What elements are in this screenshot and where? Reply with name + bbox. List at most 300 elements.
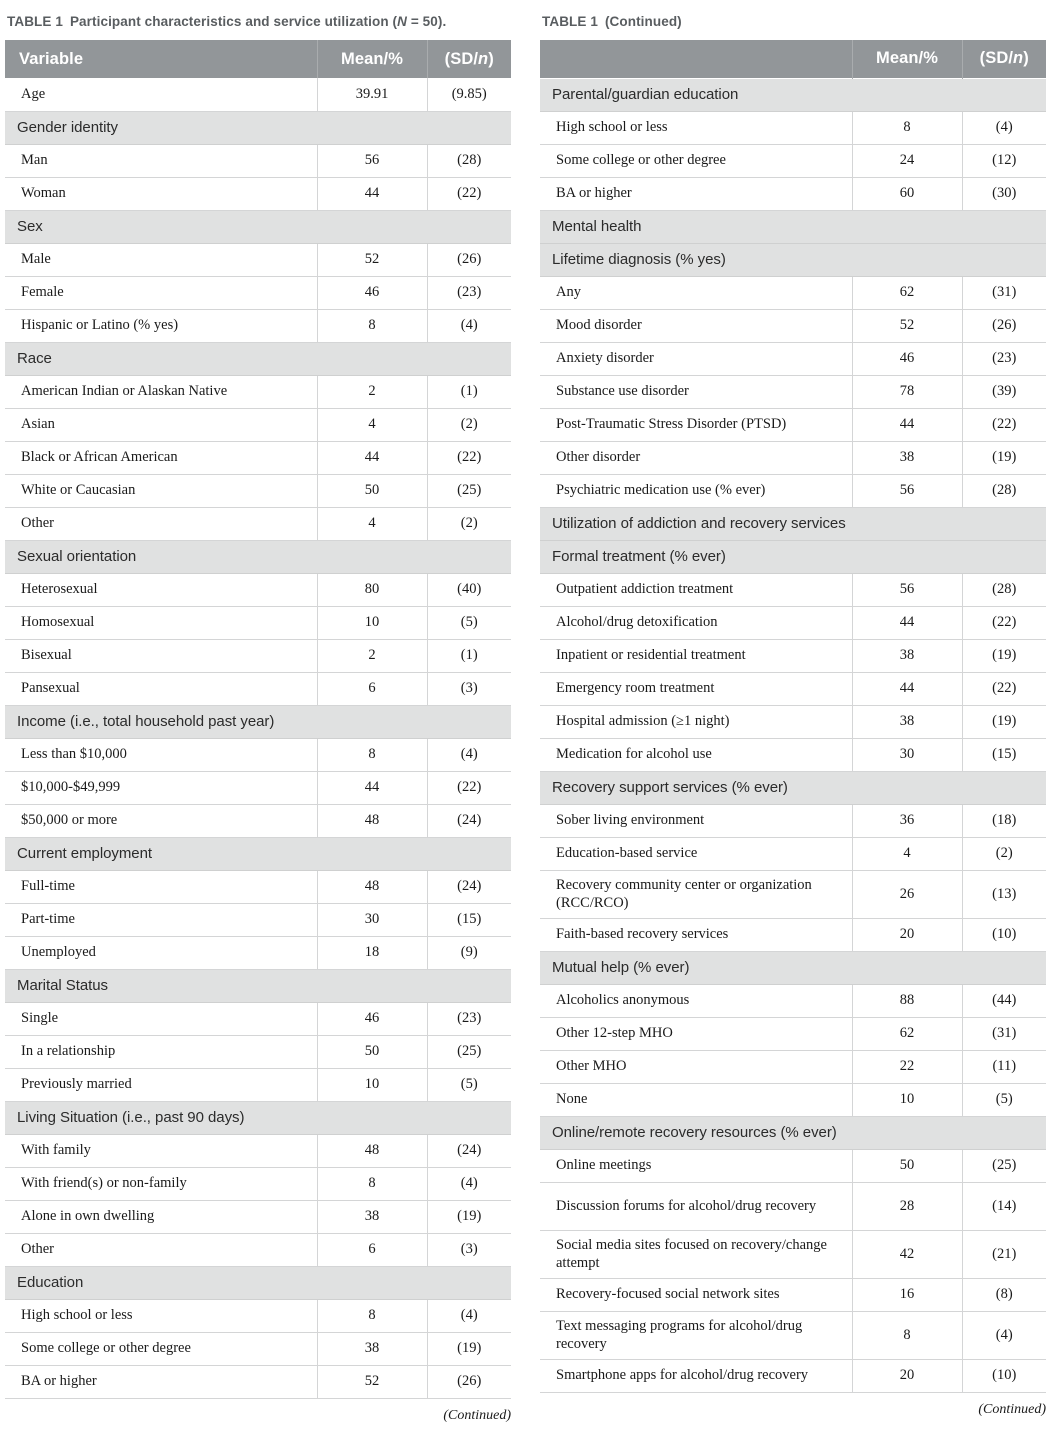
- row-variable-label: Psychiatric medication use (% ever): [540, 474, 852, 507]
- row-variable-label: Previously married: [5, 1068, 317, 1101]
- row-sd-value: (26): [427, 243, 511, 276]
- row-sd-value: (8): [962, 1278, 1046, 1311]
- table-row: [540, 1182, 1046, 1230]
- participant-characteristics-table: [5, 40, 511, 1399]
- table-section-header-row: [540, 1116, 1046, 1149]
- table-row: [540, 474, 1046, 507]
- row-sd-value: (15): [962, 738, 1046, 771]
- row-sd-value: (19): [962, 441, 1046, 474]
- left-table-column: [5, 0, 517, 1424]
- row-mean-value: 62: [852, 1017, 962, 1050]
- row-sd-value: (31): [962, 276, 1046, 309]
- row-variable-label: Unemployed: [5, 936, 317, 969]
- section-header-label: Sexual orientation: [5, 540, 511, 573]
- row-variable-label: Education-based service: [540, 837, 852, 870]
- row-mean-value: 30: [317, 903, 427, 936]
- table-row: [540, 441, 1046, 474]
- row-variable-label: Pansexual: [5, 672, 317, 705]
- table-row: [540, 1149, 1046, 1182]
- row-variable-label: Some college or other degree: [5, 1332, 317, 1365]
- row-variable-label: Discussion forums for alcohol/drug recovery: [540, 1182, 852, 1230]
- row-variable-label: Faith-based recovery services: [540, 918, 852, 951]
- row-variable-label: Substance use disorder: [540, 375, 852, 408]
- row-sd-value: (44): [962, 984, 1046, 1017]
- table-row: [5, 375, 511, 408]
- row-mean-value: 48: [317, 1134, 427, 1167]
- row-variable-label: Single: [5, 1002, 317, 1035]
- table-row: [5, 1299, 511, 1332]
- table-row: [5, 903, 511, 936]
- row-variable-label: $50,000 or more: [5, 804, 317, 837]
- table-row: [5, 1233, 511, 1266]
- row-sd-value: (23): [962, 342, 1046, 375]
- table-row: [540, 918, 1046, 951]
- row-mean-value: 8: [317, 309, 427, 342]
- row-sd-value: (2): [427, 507, 511, 540]
- column-header-mean: Mean/%: [852, 40, 962, 78]
- row-mean-value: 16: [852, 1278, 962, 1311]
- left-table-head: [5, 40, 511, 78]
- row-mean-value: 8: [852, 111, 962, 144]
- table-row: [540, 672, 1046, 705]
- row-sd-value: (24): [427, 870, 511, 903]
- participant-characteristics-table-continued: [540, 40, 1046, 1393]
- table-section-header-row: [540, 951, 1046, 984]
- table-row: [5, 606, 511, 639]
- row-sd-value: (22): [427, 177, 511, 210]
- table-row: [540, 111, 1046, 144]
- row-mean-value: 36: [852, 804, 962, 837]
- row-mean-value: 38: [852, 639, 962, 672]
- row-mean-value: 30: [852, 738, 962, 771]
- table-row: [5, 1167, 511, 1200]
- row-variable-label: Bisexual: [5, 639, 317, 672]
- table-row: [5, 936, 511, 969]
- row-variable-label: Other: [5, 507, 317, 540]
- row-mean-value: 8: [317, 1167, 427, 1200]
- table-row: [5, 474, 511, 507]
- row-variable-label: Male: [5, 243, 317, 276]
- row-sd-value: (25): [427, 1035, 511, 1068]
- row-mean-value: 78: [852, 375, 962, 408]
- row-sd-value: (22): [962, 672, 1046, 705]
- row-mean-value: 22: [852, 1050, 962, 1083]
- table-section-header-row: [5, 969, 511, 1002]
- section-header-label: Mutual help (% ever): [540, 951, 1046, 984]
- table-section-header-row: [540, 771, 1046, 804]
- table-section-header-row: [5, 111, 511, 144]
- column-header-sd: (SD/n): [427, 40, 511, 78]
- section-header-label: Formal treatment (% ever): [540, 540, 1046, 573]
- row-sd-value: (4): [427, 1167, 511, 1200]
- row-mean-value: 62: [852, 276, 962, 309]
- table-row: [5, 1068, 511, 1101]
- row-sd-value: (39): [962, 375, 1046, 408]
- row-sd-value: (22): [962, 606, 1046, 639]
- row-mean-value: 6: [317, 672, 427, 705]
- row-mean-value: 48: [317, 870, 427, 903]
- row-variable-label: Less than $10,000: [5, 738, 317, 771]
- table-row: [5, 1365, 511, 1398]
- row-variable-label: Heterosexual: [5, 573, 317, 606]
- table-row: [5, 573, 511, 606]
- row-sd-value: (2): [962, 837, 1046, 870]
- row-variable-label: Social media sites focused on recovery/change attempt: [540, 1230, 852, 1278]
- row-sd-value: (11): [962, 1050, 1046, 1083]
- row-mean-value: 4: [852, 837, 962, 870]
- row-variable-label: Woman: [5, 177, 317, 210]
- table-row: [5, 441, 511, 474]
- row-variable-label: Outpatient addiction treatment: [540, 573, 852, 606]
- row-mean-value: 10: [852, 1083, 962, 1116]
- row-mean-value: 2: [317, 639, 427, 672]
- row-variable-label: Online meetings: [540, 1149, 852, 1182]
- table-row: [5, 243, 511, 276]
- row-variable-label: Other MHO: [540, 1050, 852, 1083]
- row-variable-label: Black or African American: [5, 441, 317, 474]
- column-header-variable: Variable: [5, 40, 317, 78]
- table-row: [5, 1200, 511, 1233]
- table-row: [5, 78, 511, 111]
- row-mean-value: 20: [852, 918, 962, 951]
- row-variable-label: American Indian or Alaskan Native: [5, 375, 317, 408]
- row-mean-value: 4: [317, 507, 427, 540]
- row-sd-value: (1): [427, 375, 511, 408]
- row-sd-value: (19): [962, 639, 1046, 672]
- table-section-header-row: [5, 1101, 511, 1134]
- row-mean-value: 8: [317, 738, 427, 771]
- table-row: [5, 672, 511, 705]
- row-sd-value: (5): [427, 1068, 511, 1101]
- row-variable-label: Sober living environment: [540, 804, 852, 837]
- row-variable-label: Female: [5, 276, 317, 309]
- row-mean-value: 52: [317, 1365, 427, 1398]
- table-section-header-row: [5, 837, 511, 870]
- row-variable-label: Homosexual: [5, 606, 317, 639]
- table-row: [540, 1230, 1046, 1278]
- row-sd-value: (4): [427, 738, 511, 771]
- row-sd-value: (28): [962, 573, 1046, 606]
- row-sd-value: (23): [427, 276, 511, 309]
- row-mean-value: 44: [317, 771, 427, 804]
- section-header-label: Recovery support services (% ever): [540, 771, 1046, 804]
- row-sd-value: (24): [427, 804, 511, 837]
- row-variable-label: In a relationship: [5, 1035, 317, 1068]
- row-mean-value: 8: [852, 1311, 962, 1359]
- table-row: [5, 1035, 511, 1068]
- row-mean-value: 44: [852, 606, 962, 639]
- row-mean-value: 6: [317, 1233, 427, 1266]
- table-row: [5, 177, 511, 210]
- row-mean-value: 39.91: [317, 78, 427, 111]
- row-mean-value: 44: [852, 408, 962, 441]
- row-sd-value: (24): [427, 1134, 511, 1167]
- section-header-label: Race: [5, 342, 511, 375]
- column-header-mean: Mean/%: [317, 40, 427, 78]
- table-row: [540, 573, 1046, 606]
- row-variable-label: High school or less: [5, 1299, 317, 1332]
- row-variable-label: Recovery-focused social network sites: [540, 1278, 852, 1311]
- row-sd-value: (10): [962, 918, 1046, 951]
- table-section-header-row: [540, 243, 1046, 276]
- column-header-variable-blank: [540, 40, 852, 78]
- table-row: [5, 1002, 511, 1035]
- row-sd-value: (3): [427, 672, 511, 705]
- row-sd-value: (9): [427, 936, 511, 969]
- row-variable-label: $10,000-$49,999: [5, 771, 317, 804]
- section-header-label: Utilization of addiction and recovery services: [540, 507, 1046, 540]
- row-sd-value: (14): [962, 1182, 1046, 1230]
- row-mean-value: 50: [852, 1149, 962, 1182]
- row-variable-label: Alcohol/drug detoxification: [540, 606, 852, 639]
- table-row: [540, 144, 1046, 177]
- table-row: [5, 738, 511, 771]
- row-variable-label: Other: [5, 1233, 317, 1266]
- table-row: [540, 1050, 1046, 1083]
- right-table-column: [540, 0, 1052, 1418]
- table-row: [540, 1083, 1046, 1116]
- left-table-continued-note: (Continued): [443, 1407, 511, 1423]
- row-variable-label: High school or less: [540, 111, 852, 144]
- table-row: [540, 1017, 1046, 1050]
- column-header-sd: (SD/n): [962, 40, 1046, 78]
- row-sd-value: (12): [962, 144, 1046, 177]
- row-variable-label: Full-time: [5, 870, 317, 903]
- row-sd-value: (4): [427, 1299, 511, 1332]
- row-sd-value: (4): [962, 1311, 1046, 1359]
- left-table-caption-text: Participant characteristics and service utilization (N = 50).: [69, 14, 447, 29]
- row-mean-value: 56: [317, 144, 427, 177]
- row-mean-value: 42: [852, 1230, 962, 1278]
- row-mean-value: 10: [317, 1068, 427, 1101]
- row-variable-label: Emergency room treatment: [540, 672, 852, 705]
- table-row: [540, 870, 1046, 918]
- table-section-header-row: [540, 507, 1046, 540]
- table-section-header-row: [5, 540, 511, 573]
- row-sd-value: (9.85): [427, 78, 511, 111]
- section-header-label: Living Situation (i.e., past 90 days): [5, 1101, 511, 1134]
- caption-italic-n: N: [397, 14, 407, 29]
- row-mean-value: 38: [852, 441, 962, 474]
- section-header-label: Sex: [5, 210, 511, 243]
- row-mean-value: 10: [317, 606, 427, 639]
- table-row: [540, 1359, 1046, 1392]
- table-row: [540, 984, 1046, 1017]
- table-row: [540, 837, 1046, 870]
- row-mean-value: 44: [317, 441, 427, 474]
- row-variable-label: Hispanic or Latino (% yes): [5, 309, 317, 342]
- table-row: [5, 1134, 511, 1167]
- row-mean-value: 60: [852, 177, 962, 210]
- table-section-header-row: [5, 210, 511, 243]
- table-row: [5, 1332, 511, 1365]
- table-row: [540, 408, 1046, 441]
- table-section-header-row: [540, 78, 1046, 111]
- table-row: [5, 507, 511, 540]
- row-sd-value: (19): [427, 1332, 511, 1365]
- row-mean-value: 56: [852, 474, 962, 507]
- row-mean-value: 26: [852, 870, 962, 918]
- row-sd-value: (5): [427, 606, 511, 639]
- table-row: [5, 276, 511, 309]
- table-row: [540, 705, 1046, 738]
- table-row: [540, 276, 1046, 309]
- table-row: [5, 771, 511, 804]
- table-section-header-row: [540, 210, 1046, 243]
- row-variable-label: None: [540, 1083, 852, 1116]
- row-variable-label: Text messaging programs for alcohol/drug recovery: [540, 1311, 852, 1359]
- row-mean-value: 38: [317, 1332, 427, 1365]
- table-row: [540, 1278, 1046, 1311]
- left-header-row: [5, 40, 511, 78]
- row-variable-label: Anxiety disorder: [540, 342, 852, 375]
- row-sd-value: (19): [427, 1200, 511, 1233]
- table-section-header-row: [5, 342, 511, 375]
- row-mean-value: 4: [317, 408, 427, 441]
- right-table-caption-text: (Continued): [604, 14, 682, 29]
- row-sd-value: (31): [962, 1017, 1046, 1050]
- row-mean-value: 2: [317, 375, 427, 408]
- right-table-continued-note: (Continued): [978, 1401, 1046, 1417]
- row-variable-label: BA or higher: [5, 1365, 317, 1398]
- table-row: [5, 144, 511, 177]
- row-variable-label: Man: [5, 144, 317, 177]
- row-sd-value: (19): [962, 705, 1046, 738]
- row-mean-value: 50: [317, 1035, 427, 1068]
- section-header-label: Parental/guardian education: [540, 78, 1046, 111]
- table-row: [540, 804, 1046, 837]
- row-mean-value: 44: [852, 672, 962, 705]
- table-section-header-row: [5, 1266, 511, 1299]
- row-mean-value: 38: [317, 1200, 427, 1233]
- row-mean-value: 48: [317, 804, 427, 837]
- row-variable-label: With friend(s) or non-family: [5, 1167, 317, 1200]
- row-sd-value: (25): [427, 474, 511, 507]
- section-header-label: Lifetime diagnosis (% yes): [540, 243, 1046, 276]
- right-header-row: [540, 40, 1046, 78]
- row-variable-label: Post-Traumatic Stress Disorder (PTSD): [540, 408, 852, 441]
- row-sd-value: (26): [962, 309, 1046, 342]
- row-mean-value: 38: [852, 705, 962, 738]
- row-variable-label: Medication for alcohol use: [540, 738, 852, 771]
- row-sd-value: (21): [962, 1230, 1046, 1278]
- row-variable-label: Alcoholics anonymous: [540, 984, 852, 1017]
- section-header-label: Current employment: [5, 837, 511, 870]
- row-sd-value: (4): [427, 309, 511, 342]
- row-sd-value: (4): [962, 111, 1046, 144]
- sd-header-italic-n: n: [1013, 49, 1024, 68]
- table-row: [540, 639, 1046, 672]
- table-section-header-row: [5, 705, 511, 738]
- row-mean-value: 18: [317, 936, 427, 969]
- left-table-body: [5, 78, 511, 1398]
- table-section-header-row: [540, 540, 1046, 573]
- left-table-caption-label: TABLE 1: [7, 14, 63, 29]
- row-sd-value: (10): [962, 1359, 1046, 1392]
- row-mean-value: 24: [852, 144, 962, 177]
- table-row: [540, 309, 1046, 342]
- right-table-caption-label: TABLE 1: [542, 14, 598, 29]
- row-mean-value: 28: [852, 1182, 962, 1230]
- row-variable-label: Recovery community center or organization (RCC/RCO): [540, 870, 852, 918]
- row-sd-value: (23): [427, 1002, 511, 1035]
- row-mean-value: 88: [852, 984, 962, 1017]
- row-variable-label: BA or higher: [540, 177, 852, 210]
- section-header-label: Mental health: [540, 210, 1046, 243]
- row-variable-label: Inpatient or residential treatment: [540, 639, 852, 672]
- left-table-caption: [5, 0, 517, 40]
- table-row: [540, 342, 1046, 375]
- row-variable-label: Any: [540, 276, 852, 309]
- row-sd-value: (22): [427, 771, 511, 804]
- right-table-head: [540, 40, 1046, 78]
- row-sd-value: (40): [427, 573, 511, 606]
- row-mean-value: 52: [852, 309, 962, 342]
- row-sd-value: (28): [427, 144, 511, 177]
- row-variable-label: Hospital admission (≥1 night): [540, 705, 852, 738]
- row-sd-value: (22): [962, 408, 1046, 441]
- row-variable-label: Some college or other degree: [540, 144, 852, 177]
- row-mean-value: 44: [317, 177, 427, 210]
- row-variable-label: Age: [5, 78, 317, 111]
- row-variable-label: Other 12-step MHO: [540, 1017, 852, 1050]
- row-sd-value: (2): [427, 408, 511, 441]
- section-header-label: Income (i.e., total household past year): [5, 705, 511, 738]
- section-header-label: Online/remote recovery resources (% ever): [540, 1116, 1046, 1149]
- row-sd-value: (13): [962, 870, 1046, 918]
- table-row: [540, 177, 1046, 210]
- row-variable-label: Other disorder: [540, 441, 852, 474]
- row-variable-label: Mood disorder: [540, 309, 852, 342]
- row-variable-label: Asian: [5, 408, 317, 441]
- row-sd-value: (15): [427, 903, 511, 936]
- row-mean-value: 20: [852, 1359, 962, 1392]
- section-header-label: Marital Status: [5, 969, 511, 1002]
- row-sd-value: (1): [427, 639, 511, 672]
- row-sd-value: (28): [962, 474, 1046, 507]
- row-variable-label: White or Caucasian: [5, 474, 317, 507]
- table-row: [5, 804, 511, 837]
- row-sd-value: (22): [427, 441, 511, 474]
- row-variable-label: Smartphone apps for alcohol/drug recovery: [540, 1359, 852, 1392]
- table-row: [540, 606, 1046, 639]
- row-sd-value: (5): [962, 1083, 1046, 1116]
- table-row: [540, 738, 1046, 771]
- row-mean-value: 80: [317, 573, 427, 606]
- row-mean-value: 46: [852, 342, 962, 375]
- row-sd-value: (3): [427, 1233, 511, 1266]
- row-mean-value: 52: [317, 243, 427, 276]
- row-mean-value: 46: [317, 1002, 427, 1035]
- section-header-label: Education: [5, 1266, 511, 1299]
- section-header-label: Gender identity: [5, 111, 511, 144]
- table-row: [5, 408, 511, 441]
- table-row: [540, 1311, 1046, 1359]
- right-table-caption: [540, 0, 1052, 40]
- table-row: [5, 309, 511, 342]
- table-row: [540, 375, 1046, 408]
- sd-header-italic-n: n: [478, 49, 489, 68]
- row-variable-label: Part-time: [5, 903, 317, 936]
- row-mean-value: 8: [317, 1299, 427, 1332]
- row-variable-label: Alone in own dwelling: [5, 1200, 317, 1233]
- row-variable-label: With family: [5, 1134, 317, 1167]
- table-row: [5, 870, 511, 903]
- right-table-body: [540, 78, 1046, 1392]
- row-sd-value: (18): [962, 804, 1046, 837]
- row-sd-value: (25): [962, 1149, 1046, 1182]
- row-sd-value: (30): [962, 177, 1046, 210]
